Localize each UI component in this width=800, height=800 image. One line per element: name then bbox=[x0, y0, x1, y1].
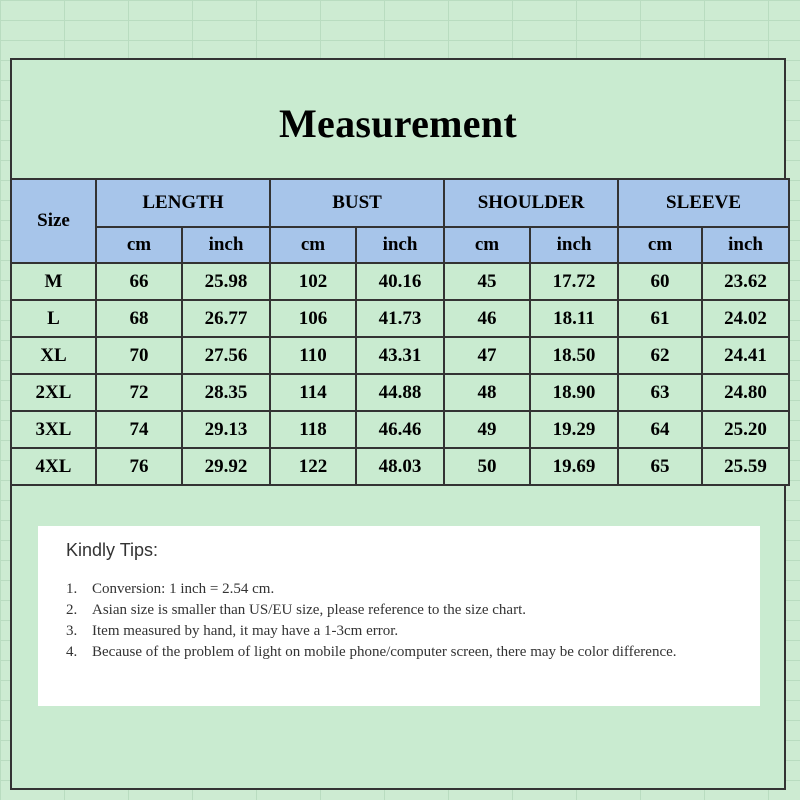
table-cell: 106 bbox=[270, 300, 356, 337]
table-cell: 114 bbox=[270, 374, 356, 411]
list-item bbox=[66, 600, 732, 621]
table-cell: 24.41 bbox=[702, 337, 789, 374]
table-cell: 49 bbox=[444, 411, 530, 448]
unit-header: cm bbox=[96, 227, 182, 263]
table-cell: 18.50 bbox=[530, 337, 618, 374]
table-cell: 72 bbox=[96, 374, 182, 411]
list-item-text: Asian size is smaller than US/EU size, please reference to the size chart. bbox=[92, 602, 526, 618]
table-cell: 29.92 bbox=[182, 448, 270, 485]
table-cell: 19.69 bbox=[530, 448, 618, 485]
page-title: Measurement bbox=[278, 101, 518, 146]
table-cell: 65 bbox=[618, 448, 702, 485]
size-cell: M bbox=[11, 263, 96, 300]
table-cell: 48.03 bbox=[356, 448, 444, 485]
group-header-sleeve: SLEEVE bbox=[618, 179, 789, 227]
table-cell: 29.13 bbox=[182, 411, 270, 448]
group-header-bust: BUST bbox=[270, 179, 444, 227]
group-header-shoulder: SHOULDER bbox=[444, 179, 618, 227]
table-cell: 19.29 bbox=[530, 411, 618, 448]
table-cell: 41.73 bbox=[356, 300, 444, 337]
table-cell: 25.20 bbox=[702, 411, 789, 448]
tips-title: Kindly Tips: bbox=[66, 540, 159, 560]
unit-header: inch bbox=[182, 227, 270, 263]
table-cell: 40.16 bbox=[356, 263, 444, 300]
size-chart-sheet bbox=[10, 58, 786, 790]
table-row bbox=[11, 300, 789, 337]
tips-list bbox=[66, 579, 732, 663]
table-row bbox=[11, 411, 789, 448]
table-cell: 43.31 bbox=[356, 337, 444, 374]
unit-header: cm bbox=[444, 227, 530, 263]
table-cell: 45 bbox=[444, 263, 530, 300]
table-cell: 122 bbox=[270, 448, 356, 485]
table-cell: 23.62 bbox=[702, 263, 789, 300]
list-item-number: 3. bbox=[66, 623, 78, 639]
unit-header: cm bbox=[618, 227, 702, 263]
size-cell: 4XL bbox=[11, 448, 96, 485]
list-item-number: 1. bbox=[66, 581, 78, 597]
unit-header: inch bbox=[530, 227, 618, 263]
list-item bbox=[66, 621, 732, 642]
table-cell: 18.90 bbox=[530, 374, 618, 411]
table-cell: 47 bbox=[444, 337, 530, 374]
table-cell: 25.59 bbox=[702, 448, 789, 485]
table-cell: 25.98 bbox=[182, 263, 270, 300]
list-item bbox=[66, 642, 732, 663]
table-cell: 110 bbox=[270, 337, 356, 374]
table-cell: 46.46 bbox=[356, 411, 444, 448]
list-item bbox=[66, 579, 732, 600]
unit-header: inch bbox=[702, 227, 789, 263]
size-cell: 2XL bbox=[11, 374, 96, 411]
table-cell: 102 bbox=[270, 263, 356, 300]
list-item-number: 4. bbox=[66, 644, 78, 660]
table-cell: 62 bbox=[618, 337, 702, 374]
list-item-text: Because of the problem of light on mobile phone/computer screen, there may be color difference. bbox=[92, 644, 677, 660]
list-item-number: 2. bbox=[66, 602, 78, 618]
group-header-length: LENGTH bbox=[96, 179, 270, 227]
table-cell: 68 bbox=[96, 300, 182, 337]
table-cell: 70 bbox=[96, 337, 182, 374]
kindly-tips-box bbox=[38, 526, 760, 706]
table-cell: 24.80 bbox=[702, 374, 789, 411]
list-item-text: Conversion: 1 inch = 2.54 cm. bbox=[92, 581, 275, 597]
table-cell: 76 bbox=[96, 448, 182, 485]
table-cell: 28.35 bbox=[182, 374, 270, 411]
size-cell: 3XL bbox=[11, 411, 96, 448]
table-cell: 118 bbox=[270, 411, 356, 448]
unit-header: cm bbox=[270, 227, 356, 263]
table-cell: 61 bbox=[618, 300, 702, 337]
table-row bbox=[11, 263, 789, 300]
table-cell: 50 bbox=[444, 448, 530, 485]
table-row bbox=[11, 337, 789, 374]
table-cell: 27.56 bbox=[182, 337, 270, 374]
table-cell: 60 bbox=[618, 263, 702, 300]
table-cell: 74 bbox=[96, 411, 182, 448]
size-table bbox=[10, 178, 790, 486]
table-cell: 48 bbox=[444, 374, 530, 411]
table-cell: 64 bbox=[618, 411, 702, 448]
table-cell: 26.77 bbox=[182, 300, 270, 337]
size-cell: XL bbox=[11, 337, 96, 374]
unit-header: inch bbox=[356, 227, 444, 263]
table-cell: 24.02 bbox=[702, 300, 789, 337]
table-row bbox=[11, 374, 789, 411]
list-item-text: Item measured by hand, it may have a 1-3cm error. bbox=[92, 623, 399, 639]
table-cell: 44.88 bbox=[356, 374, 444, 411]
table-cell: 46 bbox=[444, 300, 530, 337]
table-cell: 66 bbox=[96, 263, 182, 300]
size-cell: L bbox=[11, 300, 96, 337]
table-cell: 18.11 bbox=[530, 300, 618, 337]
table-row bbox=[11, 448, 789, 485]
table-cell: 17.72 bbox=[530, 263, 618, 300]
size-column-header: Size bbox=[11, 179, 96, 263]
table-cell: 63 bbox=[618, 374, 702, 411]
